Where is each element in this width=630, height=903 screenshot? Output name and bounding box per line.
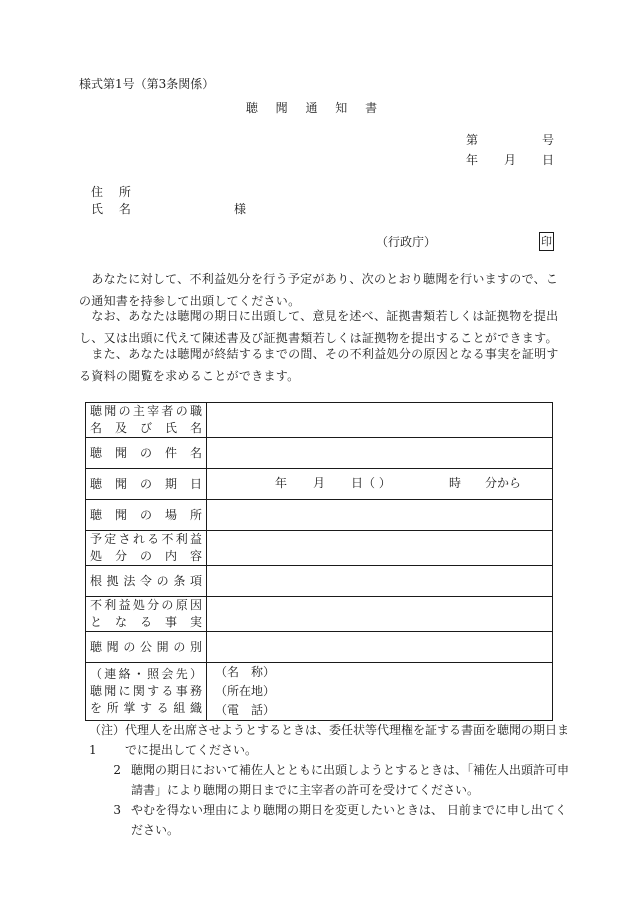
case-name-value bbox=[207, 438, 553, 469]
number-suffix: 号 bbox=[541, 133, 554, 147]
presiding-official-value bbox=[207, 403, 553, 438]
contact-value bbox=[207, 663, 553, 721]
address-label: 住 所 bbox=[91, 185, 137, 199]
note-item: （注）1 代理人を出席させようとするときは、委任状等代理権を証する書面を聴聞の期日までに提出してください。 bbox=[89, 723, 570, 757]
table-row bbox=[86, 566, 553, 597]
notes-section bbox=[89, 720, 569, 840]
presiding-official-label: 聴聞の主宰者の職 名及び氏名 bbox=[86, 403, 207, 438]
table-row bbox=[86, 531, 553, 566]
paragraph-notice: あなたに対して、不利益処分を行う予定があり、次のとおり聴聞を行いますので、この通知書を持参して出頭してください。 bbox=[79, 272, 559, 308]
contact-name-field: （名 称） bbox=[215, 665, 276, 679]
note-item: 3 やむを得ない理由により聴聞の期日を変更したいときは、 日前までに申し出てください。 bbox=[113, 803, 567, 837]
hearing-place-label: 聴聞の場所 bbox=[86, 500, 207, 531]
hearing-place-value bbox=[207, 500, 553, 531]
hearing-date-value: 年 月 日（ ） 時 分から bbox=[207, 469, 553, 500]
paragraph-inspection: また、あなたは聴聞が終結するまでの間、その不利益処分の原因となる事実を証明する資料の閲覧を求めることができます。 bbox=[79, 347, 559, 383]
public-or-private-value bbox=[207, 632, 553, 663]
addressee-address bbox=[91, 184, 141, 201]
hearing-details-table bbox=[85, 402, 553, 721]
planned-disposition-label: 予定される不利益 処分の内容 bbox=[86, 531, 207, 566]
honorific: 様 bbox=[234, 202, 247, 216]
name-label: 氏 名 bbox=[91, 202, 137, 216]
date-day: 日 bbox=[541, 153, 554, 167]
issue-date-line bbox=[466, 152, 554, 169]
table-row bbox=[86, 438, 553, 469]
table-row bbox=[86, 403, 553, 438]
contact-phone-field: （電 話） bbox=[215, 703, 276, 717]
table-row bbox=[86, 469, 553, 500]
cause-facts-label: 不利益処分の原因 となる事実 bbox=[86, 597, 207, 632]
legal-basis-label: 根拠法令の条項 bbox=[86, 566, 207, 597]
seal-mark: 印 bbox=[539, 232, 554, 251]
document-title: 聴 聞 通 知 書 bbox=[245, 101, 385, 115]
addressee-name bbox=[91, 201, 141, 218]
planned-disposition-value bbox=[207, 531, 553, 566]
table-row bbox=[86, 597, 553, 632]
date-month: 月 bbox=[503, 153, 516, 167]
number-prefix: 第 bbox=[466, 133, 479, 147]
table-row bbox=[86, 632, 553, 663]
document-number-line bbox=[466, 132, 554, 149]
contact-label: （連絡・照会先） 聴聞に関する事務 を所掌する組織 bbox=[86, 663, 207, 721]
issuing-agency: （行政庁） bbox=[376, 235, 437, 249]
legal-basis-value bbox=[207, 566, 553, 597]
public-or-private-label: 聴聞の公開の別 bbox=[86, 632, 207, 663]
form-label: 様式第1号（第3条関係） bbox=[79, 77, 215, 91]
hearing-date-label: 聴聞の期日 bbox=[86, 469, 207, 500]
case-name-label: 聴聞の件名 bbox=[86, 438, 207, 469]
table-row bbox=[86, 663, 553, 721]
table-row bbox=[86, 500, 553, 531]
paragraph-rights: なお、あなたは聴聞の期日に出頭して、意見を述べ、証拠書類若しくは証拠物を提出し、又は出頭に代えて陳述書及び証拠書類若しくは証拠物を提出することができます。 bbox=[79, 309, 559, 345]
cause-facts-value bbox=[207, 597, 553, 632]
date-year: 年 bbox=[466, 153, 479, 167]
note-item: 2 聴聞の期日において補佐人とともに出頭しようとするときは、「補佐人出頭許可申請書」により聴聞の期日までに主宰者の許可を受けてください。 bbox=[113, 763, 570, 797]
contact-address-field: （所在地） bbox=[215, 684, 276, 698]
